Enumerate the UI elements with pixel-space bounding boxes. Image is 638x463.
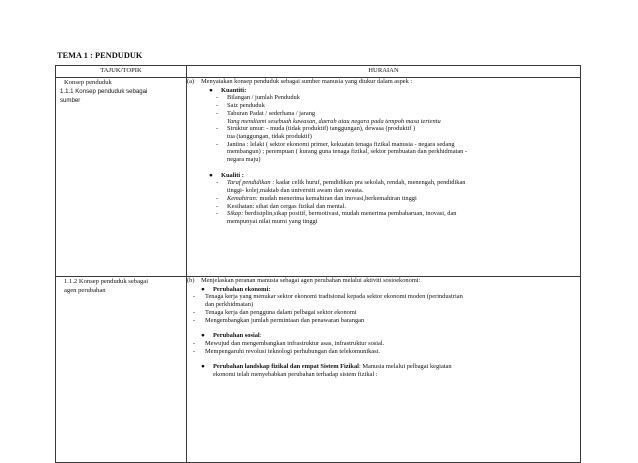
- section-label: (b): [187, 277, 195, 284]
- dash-item: - Mempengaruhi revolusi teknologi perhubungan dan telekomunikasi.: [193, 347, 380, 355]
- bullet-heading: Kuantiti:: [221, 86, 247, 94]
- continuation-text: dan perkhidmatan): [205, 301, 254, 309]
- document-title: TEMA 1 : PENDUDUK: [57, 51, 143, 60]
- bullet-item: [209, 87, 580, 95]
- topic-line: Konsep penduduk: [64, 79, 112, 86]
- bullet-heading: Kualiti :: [221, 171, 244, 179]
- continuation-text: negara maju): [227, 156, 261, 164]
- continuation-text: membangun) ; perempuan ( kurang guna tenaga fizikal, sektor pembuatan dan perkhidmatan -: [227, 148, 468, 156]
- continuation-text: tinggi- kolej,maktab dan universiti awam dan swasta.: [227, 187, 364, 195]
- topic-line: agen perubahan: [64, 287, 106, 294]
- topic-line: 1.1.2 Konsep penduduk sebagai: [64, 278, 149, 285]
- table-row: [56, 78, 581, 277]
- bullet-dot-icon: ●: [209, 86, 213, 94]
- bullet-dot-icon: ●: [209, 171, 213, 179]
- bullet-item: [201, 363, 580, 371]
- continuation-text: mempunyai nilai murni yang tinggi: [227, 217, 318, 225]
- bullet-dot-icon: ●: [201, 332, 205, 340]
- section-heading: [187, 78, 580, 86]
- topic-line: 1.1.1 Konsep penduduk sebagai: [60, 88, 148, 95]
- dash-item: - Kesihatan: sihat dan cergas fizikal dan mental.: [216, 202, 346, 210]
- bullet-heading: Perubahan landskap fizikal dan empat Sistem Fizikal: [213, 363, 359, 371]
- bullet-heading: Perubahan sosial: [213, 332, 260, 340]
- bullet-dot-icon: ●: [201, 363, 205, 371]
- section-text: Menyatakan konsep penduduk sebagai sumber manusia yang diukur dalam aspek :: [201, 78, 413, 85]
- dash-item: - Struktur umur: - muda (tidak produktif) tanggungan), dewasa (produktif ): [216, 125, 416, 133]
- dash-item-text: Tenaga kerja dan pengguna dalam pelbagai sektor ekonomi: [205, 308, 357, 316]
- dash-item-text: mudah menerima kemahiran dan inovasi,berkemahiran tinggi: [259, 194, 417, 202]
- dash-item-text: kadar celik huruf, pemdidikan pra sekolah, rendah, menengah, pendidikan: [275, 179, 466, 187]
- continuation-text: Yang mendiami sesebuah kawasan, daerah atau negara pada tempoh masa tertentu: [227, 117, 441, 125]
- bullet-heading: Perubahan ekonomi:: [213, 285, 271, 293]
- table-header-row: [56, 66, 581, 78]
- description-cell: [187, 78, 581, 277]
- bullet-item: [201, 286, 580, 294]
- topic-line: sumber: [60, 97, 81, 104]
- dash-item-text: Bilangan / jumlah Penduduk: [227, 94, 300, 102]
- dash-item-text: Taburan Padat / sederhana / jarang: [227, 109, 316, 117]
- section-label: (a): [187, 78, 195, 85]
- section-heading: [187, 277, 580, 285]
- dash-item-text: Tenaga kerja yang menukar sektor ekonomi tradisional kepada sektor ekonomi moden (perindustrian: [205, 293, 463, 301]
- table-row: [56, 277, 581, 463]
- topic-cell: [56, 78, 187, 277]
- dash-item-text: Mempengaruhi revolusi teknologi perhubungan dan telekomunikasi.: [205, 347, 380, 355]
- bullet-item: [201, 332, 580, 340]
- dash-item-text: Jantina : lelaki ( sektor ekonomi primer, kekuatan tenaga fizikal manusia - negara sedang: [227, 140, 455, 148]
- dash-item: - Bilangan / jumlah Penduduk: [216, 94, 300, 102]
- dash-item: - Taraf pendidikan : kadar celik huruf, pemdidikan pra sekolah, rendah, menengah, pendidikan: [216, 179, 466, 187]
- section-text: Menjelaskan peranan manusia sebagai agen perubahan melalui aktiviti sosioekonomi:: [201, 277, 421, 284]
- dash-item: - Mengembangkan jumlah permintaan dan penawaran barangan: [193, 316, 365, 324]
- dash-item-text: Mewujud dan mengembangkan infrastruktur asas, infrastruktur sosial.: [205, 339, 385, 347]
- dash-item: - Taburan Padat / sederhana / jarang: [216, 109, 316, 117]
- dash-item-label: Sikap:: [227, 210, 244, 218]
- dash-item: - Tenaga kerja yang menukar sektor ekonomi tradisional kepada sektor ekonomi moden (perindustrian: [193, 293, 463, 301]
- dash-item: - Sikap: berdisiplin,sikap positif, bermotivasi, mudah menerima pembaharuan, inovasi, dan: [216, 210, 457, 218]
- dash-item-text: berdisiplin,sikap positif, bermotivasi, mudah menerima pembaharuan, inovasi, dan: [244, 210, 457, 218]
- header-huraian: HURAIAN: [187, 66, 581, 78]
- bullet-heading-suffix: :: [259, 332, 262, 340]
- continuation-text: ekonomi telah menyebabkan perubahan terhadap sistem fizikal :: [213, 371, 378, 379]
- bullet-dot-icon: ●: [201, 285, 205, 293]
- dash-item: - Mewujud dan mengembangkan infrastruktur asas, infrastruktur sosial.: [193, 339, 385, 347]
- description-cell: [187, 277, 581, 463]
- bullet-item: [209, 172, 580, 180]
- dash-item-text: Mengembangkan jumlah permintaan dan penawaran barangan: [205, 316, 365, 324]
- dash-item: - Jantina : lelaki ( sektor ekonomi primer, kekuatan tenaga fizikal manusia - negara sedang: [216, 140, 455, 148]
- dash-item-text: Struktur umur: - muda (tidak produktif) tanggungan), dewasa (produktif ): [227, 125, 416, 133]
- dash-item-text: Saiz penduduk: [227, 102, 265, 110]
- dash-item: - Tenaga kerja dan pengguna dalam pelbagai sektor ekonomi: [193, 308, 357, 316]
- dash-item-label: Taraf pendidikan :: [227, 179, 275, 187]
- dash-item-text: Kesihatan: sihat dan cergas fizikal dan mental.: [227, 202, 346, 210]
- continuation-text: tua (tanggungan, tidak produktif): [227, 132, 312, 140]
- syllabus-table: [55, 65, 581, 463]
- dash-item-label: Kemahiran:: [227, 194, 258, 202]
- header-tajuk-topik: TAJUK/TOPIK: [56, 66, 187, 78]
- topic-cell: [56, 277, 187, 463]
- dash-item: - Saiz penduduk: [216, 102, 265, 110]
- dash-item: - Kemahiran: mudah menerima kemahiran dan inovasi,berkemahiran tinggi: [216, 194, 417, 202]
- bullet-text: : Manusia melalui pelbagai kegiatan: [358, 363, 452, 371]
